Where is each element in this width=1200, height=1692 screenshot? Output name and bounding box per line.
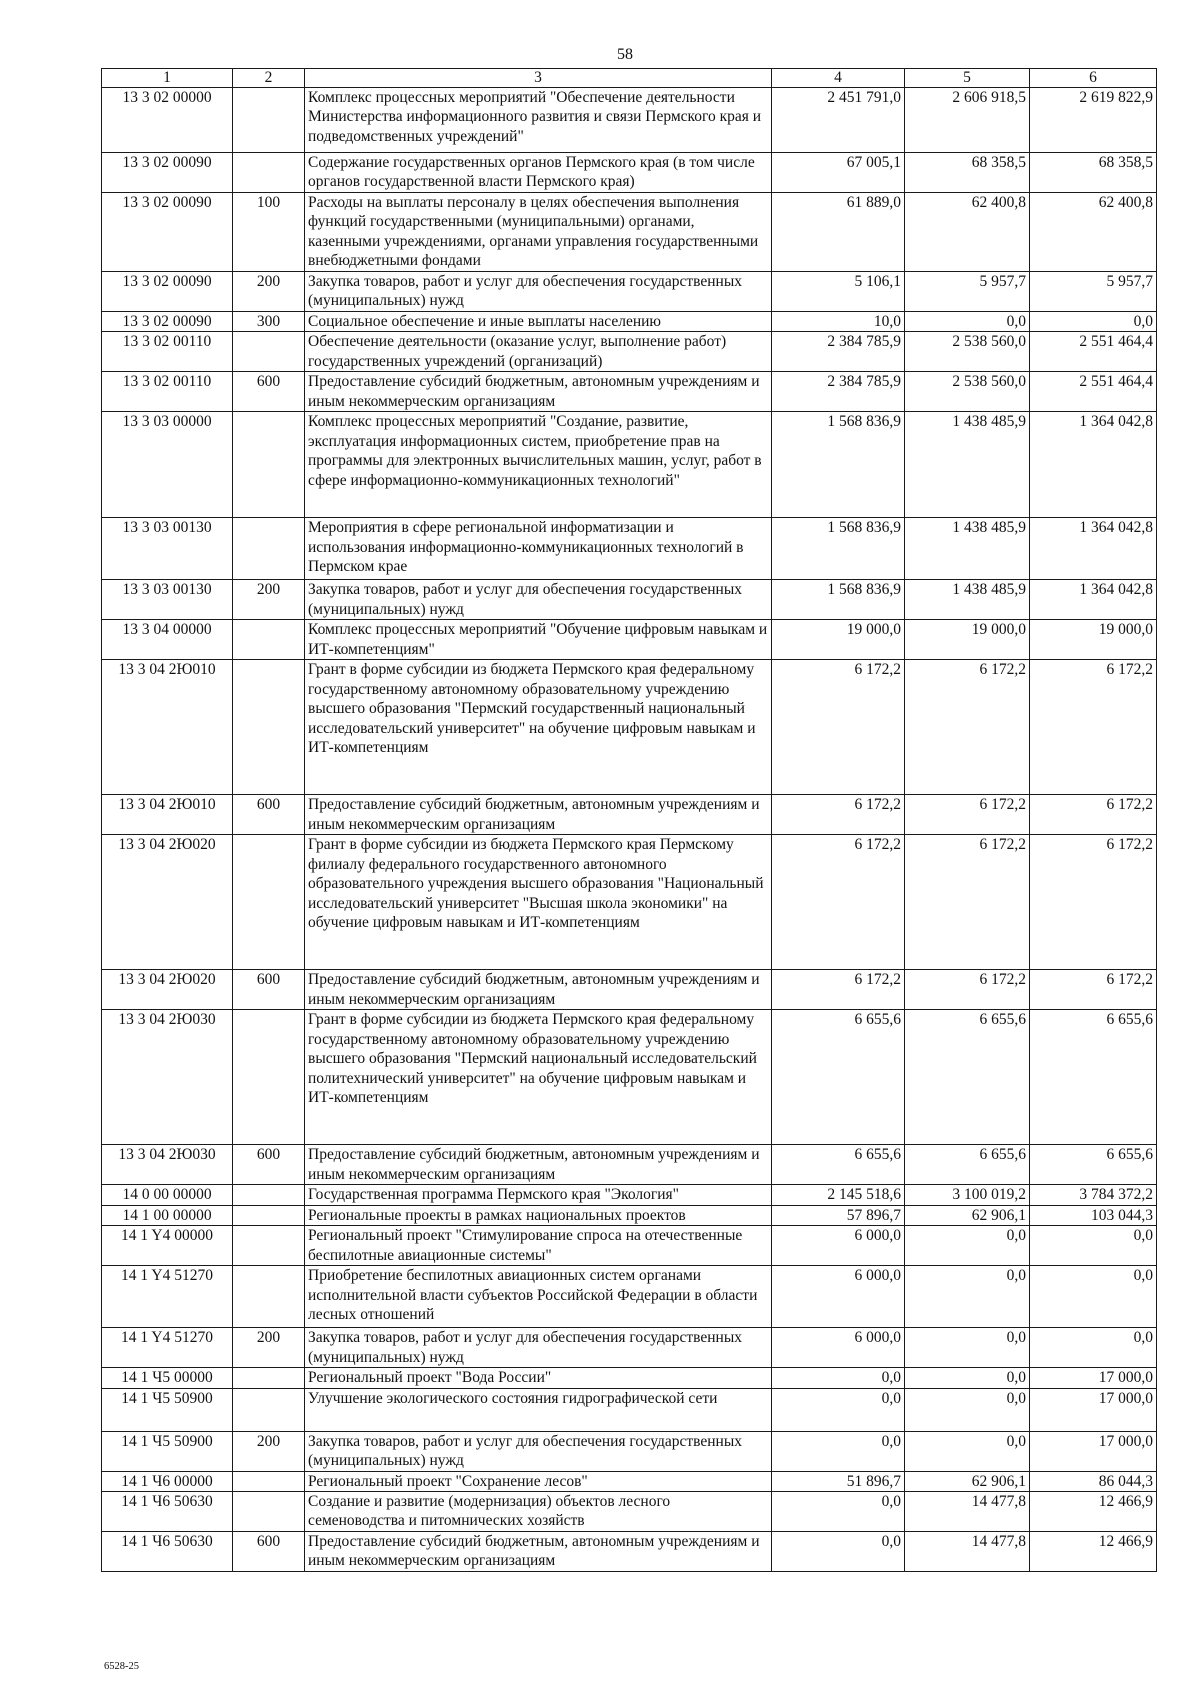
row-expense-type	[233, 412, 305, 518]
row-code: 14 1 Ч5 50900	[102, 1388, 233, 1431]
table-row	[102, 1368, 1157, 1388]
table-row	[102, 1145, 1157, 1185]
table-row	[102, 1388, 1157, 1431]
row-name: Содержание государственных органов Пермского края (в том числе органов государственной власти Пермского края)	[305, 153, 772, 193]
row-amount-col6: 0,0	[1030, 312, 1157, 332]
row-code: 13 3 02 00090	[102, 272, 233, 312]
header-col-2: 2	[233, 69, 305, 88]
row-code: 13 3 03 00130	[102, 580, 233, 620]
row-expense-type: 600	[233, 795, 305, 835]
row-code: 14 1 Y4 51270	[102, 1266, 233, 1328]
row-code: 13 3 02 00000	[102, 88, 233, 153]
row-amount-col4: 6 172,2	[772, 970, 905, 1010]
row-code: 13 3 04 2Ю020	[102, 835, 233, 970]
row-code: 13 3 04 2Ю010	[102, 660, 233, 795]
row-expense-type	[233, 1226, 305, 1266]
row-amount-col4: 0,0	[772, 1388, 905, 1431]
row-amount-col5: 6 655,6	[905, 1145, 1030, 1185]
table-row	[102, 332, 1157, 372]
row-code: 13 3 02 00110	[102, 372, 233, 412]
row-amount-col6: 5 957,7	[1030, 272, 1157, 312]
table-row	[102, 660, 1157, 795]
row-name: Мероприятия в сфере региональной информатизации и использования информационно-коммуникационных технологий в Пермском крае	[305, 518, 772, 580]
row-name: Социальное обеспечение и иные выплаты населению	[305, 312, 772, 332]
document-code: 6528-25	[104, 1661, 139, 1672]
row-amount-col4: 6 172,2	[772, 795, 905, 835]
row-code: 14 1 Ч6 50630	[102, 1492, 233, 1532]
table-row	[102, 1185, 1157, 1205]
table-row	[102, 1532, 1157, 1572]
row-amount-col4: 6 172,2	[772, 835, 905, 970]
table-row	[102, 1205, 1157, 1225]
row-name: Предоставление субсидий бюджетным, автономным учреждениям и иным некоммерческим организациям	[305, 372, 772, 412]
row-amount-col4: 1 568 836,9	[772, 412, 905, 518]
row-amount-col4: 1 568 836,9	[772, 580, 905, 620]
row-name: Предоставление субсидий бюджетным, автономным учреждениям и иным некоммерческим организациям	[305, 970, 772, 1010]
row-amount-col5: 2 606 918,5	[905, 88, 1030, 153]
row-amount-col4: 67 005,1	[772, 153, 905, 193]
row-amount-col5: 6 172,2	[905, 795, 1030, 835]
row-amount-col5: 62 906,1	[905, 1205, 1030, 1225]
row-amount-col6: 6 172,2	[1030, 835, 1157, 970]
row-amount-col5: 1 438 485,9	[905, 518, 1030, 580]
row-expense-type	[233, 1266, 305, 1328]
row-name: Приобретение беспилотных авиационных систем органами исполнительной власти субъектов Российской Федерации в области лесных отношений	[305, 1266, 772, 1328]
row-amount-col4: 2 384 785,9	[772, 332, 905, 372]
row-code: 13 3 03 00000	[102, 412, 233, 518]
table-row	[102, 970, 1157, 1010]
row-expense-type: 200	[233, 272, 305, 312]
row-name: Грант в форме субсидии из бюджета Пермского края федеральному государственному автономному образовательному учреждению высшего образования "Пермский национальный исследовательский политехнический университет" на обучение цифровым навыкам и ИТ-компетенциям	[305, 1010, 772, 1145]
row-amount-col5: 6 172,2	[905, 660, 1030, 795]
table-row	[102, 193, 1157, 272]
row-code: 14 1 Y4 51270	[102, 1328, 233, 1368]
header-col-3: 3	[305, 69, 772, 88]
row-expense-type: 200	[233, 580, 305, 620]
row-amount-col5: 2 538 560,0	[905, 332, 1030, 372]
row-code: 13 3 04 2Ю010	[102, 795, 233, 835]
table-row	[102, 835, 1157, 970]
row-name: Закупка товаров, работ и услуг для обеспечения государственных (муниципальных) нужд	[305, 272, 772, 312]
row-expense-type	[233, 1205, 305, 1225]
table-row	[102, 1266, 1157, 1328]
row-amount-col6: 12 466,9	[1030, 1492, 1157, 1532]
row-amount-col5: 5 957,7	[905, 272, 1030, 312]
row-amount-col5: 6 172,2	[905, 970, 1030, 1010]
row-amount-col4: 5 106,1	[772, 272, 905, 312]
row-name: Создание и развитие (модернизация) объектов лесного семеноводства и питомнических хозяйств	[305, 1492, 772, 1532]
row-expense-type	[233, 660, 305, 795]
row-name: Комплекс процессных мероприятий "Создание, развитие, эксплуатация информационных систем, приобретение прав на программы для электронных вычислительных машин, услуг, работ в сфере информационно-коммуникационных технологий"	[305, 412, 772, 518]
row-amount-col4: 51 896,7	[772, 1471, 905, 1491]
row-name: Предоставление субсидий бюджетным, автономным учреждениям и иным некоммерческим организациям	[305, 1532, 772, 1572]
row-amount-col4: 10,0	[772, 312, 905, 332]
table-row	[102, 372, 1157, 412]
row-amount-col6: 2 551 464,4	[1030, 372, 1157, 412]
row-expense-type: 300	[233, 312, 305, 332]
row-amount-col6: 0,0	[1030, 1328, 1157, 1368]
row-name: Грант в форме субсидии из бюджета Пермского края Пермскому филиалу федерального государственного автономного образовательного учреждения высшего образования "Национальный исследовательский университет "Высшая школа экономики" на обучение цифровым навыкам и ИТ-компетенциям	[305, 835, 772, 970]
row-amount-col5: 1 438 485,9	[905, 412, 1030, 518]
row-amount-col5: 14 477,8	[905, 1532, 1030, 1572]
header-col-4: 4	[772, 69, 905, 88]
row-amount-col6: 6 172,2	[1030, 970, 1157, 1010]
row-amount-col5: 2 538 560,0	[905, 372, 1030, 412]
row-amount-col5: 62 906,1	[905, 1471, 1030, 1491]
row-amount-col6: 0,0	[1030, 1226, 1157, 1266]
table-row	[102, 518, 1157, 580]
row-expense-type	[233, 620, 305, 660]
row-name: Закупка товаров, работ и услуг для обеспечения государственных (муниципальных) нужд	[305, 1431, 772, 1471]
row-amount-col6: 6 172,2	[1030, 795, 1157, 835]
row-amount-col5: 0,0	[905, 1431, 1030, 1471]
row-amount-col4: 0,0	[772, 1492, 905, 1532]
row-name: Региональные проекты в рамках национальных проектов	[305, 1205, 772, 1225]
row-amount-col4: 0,0	[772, 1532, 905, 1572]
row-amount-col5: 0,0	[905, 1328, 1030, 1368]
row-name: Закупка товаров, работ и услуг для обеспечения государственных (муниципальных) нужд	[305, 1328, 772, 1368]
row-amount-col5: 3 100 019,2	[905, 1185, 1030, 1205]
row-name: Закупка товаров, работ и услуг для обеспечения государственных (муниципальных) нужд	[305, 580, 772, 620]
budget-table	[101, 68, 1157, 1572]
row-amount-col5: 62 400,8	[905, 193, 1030, 272]
row-amount-col4: 61 889,0	[772, 193, 905, 272]
budget-table-container	[101, 68, 1156, 1572]
row-expense-type	[233, 1010, 305, 1145]
row-amount-col6: 6 655,6	[1030, 1145, 1157, 1185]
row-amount-col6: 6 172,2	[1030, 660, 1157, 795]
row-amount-col6: 1 364 042,8	[1030, 412, 1157, 518]
row-name: Региональный проект "Сохранение лесов"	[305, 1471, 772, 1491]
row-name: Расходы на выплаты персоналу в целях обеспечения выполнения функций государственными (муниципальными) органами, казенными учреждениями, органами управления государственными внебюджетными фондами	[305, 193, 772, 272]
page-number: 58	[617, 46, 633, 63]
row-amount-col5: 0,0	[905, 1226, 1030, 1266]
row-expense-type	[233, 1471, 305, 1491]
row-amount-col5: 0,0	[905, 312, 1030, 332]
row-code: 14 1 Ч6 00000	[102, 1471, 233, 1491]
row-amount-col5: 6 172,2	[905, 835, 1030, 970]
table-row	[102, 272, 1157, 312]
table-row	[102, 312, 1157, 332]
row-expense-type	[233, 1185, 305, 1205]
row-expense-type	[233, 835, 305, 970]
row-name: Грант в форме субсидии из бюджета Пермского края федеральному государственному автономному образовательному учреждению высшего образования "Пермский государственный национальный исследовательский университет" на обучение цифровым навыкам и ИТ-компетенциям	[305, 660, 772, 795]
table-row	[102, 412, 1157, 518]
row-code: 13 3 03 00130	[102, 518, 233, 580]
table-row	[102, 620, 1157, 660]
row-name: Предоставление субсидий бюджетным, автономным учреждениям и иным некоммерческим организациям	[305, 1145, 772, 1185]
table-body	[102, 88, 1157, 1572]
row-amount-col6: 1 364 042,8	[1030, 518, 1157, 580]
row-expense-type	[233, 153, 305, 193]
row-expense-type	[233, 332, 305, 372]
row-name: Улучшение экологического состояния гидрографической сети	[305, 1388, 772, 1431]
row-name: Обеспечение деятельности (оказание услуг, выполнение работ) государственных учреждений (организаций)	[305, 332, 772, 372]
header-col-6: 6	[1030, 69, 1157, 88]
row-code: 13 3 02 00090	[102, 153, 233, 193]
row-expense-type: 200	[233, 1328, 305, 1368]
row-amount-col4: 2 145 518,6	[772, 1185, 905, 1205]
row-amount-col5: 19 000,0	[905, 620, 1030, 660]
row-amount-col6: 3 784 372,2	[1030, 1185, 1157, 1205]
row-code: 14 0 00 00000	[102, 1185, 233, 1205]
row-name: Государственная программа Пермского края "Экология"	[305, 1185, 772, 1205]
row-amount-col4: 2 451 791,0	[772, 88, 905, 153]
row-name: Региональный проект "Стимулирование спроса на отечественные беспилотные авиационные системы"	[305, 1226, 772, 1266]
row-amount-col4: 6 172,2	[772, 660, 905, 795]
row-amount-col5: 14 477,8	[905, 1492, 1030, 1532]
row-code: 13 3 04 2Ю030	[102, 1145, 233, 1185]
row-code: 13 3 04 2Ю030	[102, 1010, 233, 1145]
row-amount-col6: 17 000,0	[1030, 1388, 1157, 1431]
row-amount-col6: 2 619 822,9	[1030, 88, 1157, 153]
row-amount-col6: 86 044,3	[1030, 1471, 1157, 1491]
row-amount-col6: 19 000,0	[1030, 620, 1157, 660]
table-row	[102, 1492, 1157, 1532]
row-amount-col5: 68 358,5	[905, 153, 1030, 193]
row-amount-col5: 0,0	[905, 1388, 1030, 1431]
row-name: Комплекс процессных мероприятий "Обеспечение деятельности Министерства информационного развития и связи Пермского края и подведомственных учреждений"	[305, 88, 772, 153]
table-row	[102, 1471, 1157, 1491]
row-code: 14 1 Ч6 50630	[102, 1532, 233, 1572]
row-amount-col6: 103 044,3	[1030, 1205, 1157, 1225]
row-amount-col6: 68 358,5	[1030, 153, 1157, 193]
row-amount-col5: 0,0	[905, 1266, 1030, 1328]
row-expense-type	[233, 88, 305, 153]
row-amount-col4: 19 000,0	[772, 620, 905, 660]
row-code: 13 3 04 00000	[102, 620, 233, 660]
row-amount-col5: 1 438 485,9	[905, 580, 1030, 620]
row-expense-type	[233, 1492, 305, 1532]
header-col-5: 5	[905, 69, 1030, 88]
row-amount-col4: 6 655,6	[772, 1010, 905, 1145]
table-row	[102, 1226, 1157, 1266]
row-amount-col4: 57 896,7	[772, 1205, 905, 1225]
row-amount-col4: 1 568 836,9	[772, 518, 905, 580]
row-code: 14 1 00 00000	[102, 1205, 233, 1225]
row-name: Комплекс процессных мероприятий "Обучение цифровым навыкам и ИТ-компетенциям"	[305, 620, 772, 660]
table-row	[102, 153, 1157, 193]
row-amount-col6: 17 000,0	[1030, 1368, 1157, 1388]
row-amount-col6: 2 551 464,4	[1030, 332, 1157, 372]
row-code: 13 3 02 00090	[102, 193, 233, 272]
table-row	[102, 1431, 1157, 1471]
header-row	[102, 69, 1157, 88]
row-amount-col4: 0,0	[772, 1368, 905, 1388]
row-expense-type: 600	[233, 372, 305, 412]
row-expense-type: 100	[233, 193, 305, 272]
row-amount-col6: 12 466,9	[1030, 1532, 1157, 1572]
row-amount-col6: 17 000,0	[1030, 1431, 1157, 1471]
row-expense-type: 600	[233, 1532, 305, 1572]
row-expense-type	[233, 518, 305, 580]
row-expense-type: 600	[233, 970, 305, 1010]
header-col-1: 1	[102, 69, 233, 88]
row-name: Предоставление субсидий бюджетным, автономным учреждениям и иным некоммерческим организациям	[305, 795, 772, 835]
table-row	[102, 795, 1157, 835]
table-row	[102, 580, 1157, 620]
row-amount-col4: 0,0	[772, 1431, 905, 1471]
row-code: 14 1 Y4 00000	[102, 1226, 233, 1266]
row-code: 14 1 Ч5 50900	[102, 1431, 233, 1471]
row-amount-col5: 0,0	[905, 1368, 1030, 1388]
row-code: 13 3 02 00110	[102, 332, 233, 372]
table-row	[102, 1010, 1157, 1145]
row-expense-type: 600	[233, 1145, 305, 1185]
row-amount-col6: 6 655,6	[1030, 1010, 1157, 1145]
table-row	[102, 1328, 1157, 1368]
row-code: 13 3 02 00090	[102, 312, 233, 332]
row-amount-col4: 2 384 785,9	[772, 372, 905, 412]
row-amount-col6: 0,0	[1030, 1266, 1157, 1328]
row-expense-type	[233, 1388, 305, 1431]
row-amount-col4: 6 000,0	[772, 1328, 905, 1368]
row-code: 13 3 04 2Ю020	[102, 970, 233, 1010]
row-amount-col4: 6 655,6	[772, 1145, 905, 1185]
row-amount-col6: 1 364 042,8	[1030, 580, 1157, 620]
table-row	[102, 88, 1157, 153]
row-expense-type	[233, 1368, 305, 1388]
row-code: 14 1 Ч5 00000	[102, 1368, 233, 1388]
row-name: Региональный проект "Вода России"	[305, 1368, 772, 1388]
row-expense-type: 200	[233, 1431, 305, 1471]
row-amount-col5: 6 655,6	[905, 1010, 1030, 1145]
row-amount-col4: 6 000,0	[772, 1266, 905, 1328]
row-amount-col6: 62 400,8	[1030, 193, 1157, 272]
row-amount-col4: 6 000,0	[772, 1226, 905, 1266]
